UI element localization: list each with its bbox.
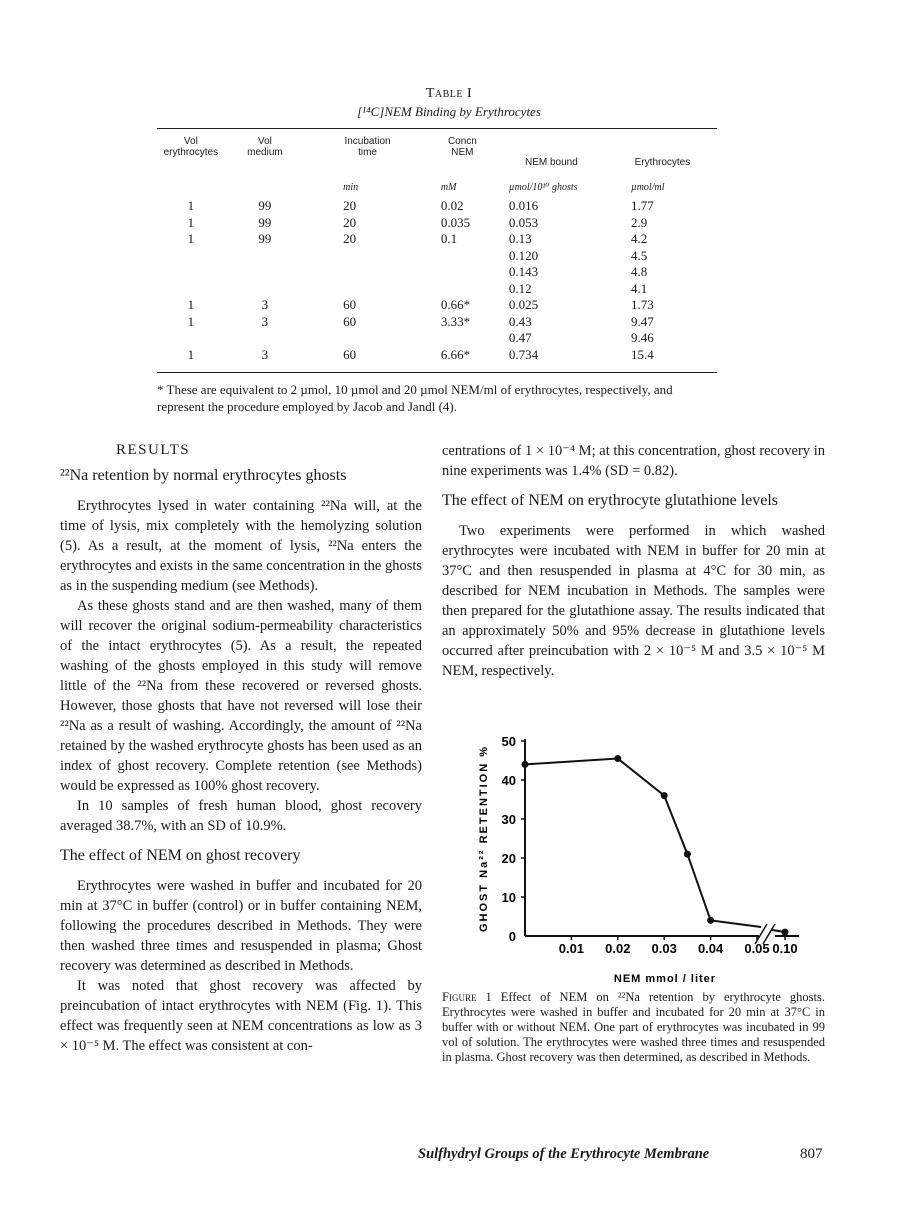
table-header-cell: NEM bound <box>525 157 578 168</box>
table-cell: 0.053 <box>508 214 539 230</box>
table-cell: 0.66* <box>440 297 471 313</box>
paragraph: Erythrocytes lysed in water containing ²²Na will, at the time of lysis, mix completely with the hemolyzing solution (5). As a result, at the moment of lysis, ²²Na enters the erythrocytes and exists in the same concentration in the ghosts as in the suspending medium (see Methods). <box>60 498 423 594</box>
x-tick-label: 0.10 <box>772 941 798 956</box>
data-point <box>522 761 529 768</box>
table-cell: 0.016 <box>508 198 539 214</box>
y-tick-label: 10 <box>501 890 516 905</box>
table-cell: 1 <box>187 346 195 362</box>
table-cell <box>305 264 430 281</box>
data-point <box>707 917 714 924</box>
table-cell: 20 <box>343 198 357 214</box>
right-column <box>442 441 825 681</box>
table-cell: 20 <box>343 214 357 230</box>
table-cell: 15.4 <box>630 346 654 362</box>
table-cell: 3.33* <box>440 313 471 329</box>
table-cell: 0.47 <box>508 330 532 346</box>
table-row <box>157 314 717 331</box>
table-cell: 0.43 <box>508 313 532 329</box>
x-tick-label: 0.02 <box>605 941 631 956</box>
table-row <box>157 330 717 347</box>
table-cell <box>225 281 305 298</box>
x-tick-label: 0.01 <box>558 941 585 956</box>
y-tick-label: 50 <box>501 734 516 749</box>
table-cell <box>430 264 495 281</box>
paragraph: centrations of 1 × 10⁻⁴ M; at this concentration, ghost recovery in nine experiments was 1.4% (SD = 0.82). <box>442 443 825 479</box>
table-cell: 0.13 <box>508 231 532 247</box>
series-line <box>525 759 711 921</box>
table-row <box>157 231 717 248</box>
table-cell <box>157 264 225 281</box>
table-cell: 9.47 <box>630 313 654 329</box>
table-cell: 0.035 <box>440 214 471 230</box>
x-axis-label: NEM mmol / liter <box>613 973 717 985</box>
table-footnote: * These are equivalent to 2 µmol, 10 µmol and 20 µmol NEM/ml of erythrocytes, respectively, and represent the procedure employed by Jacob and Jandl (4). <box>157 382 673 414</box>
table-units-row: min mM µmol/10¹⁰ ghosts µmol/ml <box>343 182 665 193</box>
table-row <box>157 248 717 265</box>
table-cell: 4.1 <box>630 280 648 296</box>
series-line-to-break <box>711 920 761 927</box>
table-cell: 1 <box>187 231 195 247</box>
table-cell: 1 <box>187 313 195 329</box>
table-cell: 60 <box>343 346 357 362</box>
table-cell: 60 <box>343 313 357 329</box>
table-cell <box>157 281 225 298</box>
table-cell: 1.73 <box>630 297 654 313</box>
data-point <box>614 755 621 762</box>
data-point <box>661 792 668 799</box>
table-cell <box>305 330 430 347</box>
figure-1-chart <box>465 726 865 986</box>
table-cell: 0.12 <box>508 280 532 296</box>
table-cell <box>157 330 225 347</box>
paragraph: Two experiments were performed in which washed erythrocytes were incubated with NEM in buffer for 20 min at 37°C and then resuspended in plasma at 4°C for 30 min, as described for NEM incubation in Methods. The samples were then prepared for the glutathione assay. The results indicated that an approximately 50% and 95% decrease in glutathione levels occurred after preincubation with 2 × 10⁻⁵ M and 3.5 × 10⁻⁵ M NEM, respectively. <box>442 523 825 679</box>
y-tick-label: 40 <box>501 773 516 788</box>
table-cell: 0.143 <box>508 264 539 280</box>
table-cell <box>430 248 495 265</box>
x-tick-label: 0.03 <box>651 941 677 956</box>
table-cell: 99 <box>258 198 272 214</box>
subheading-na-retention: ²²Na retention by normal erythrocytes ghosts <box>60 467 347 484</box>
table-row <box>157 215 717 232</box>
page-number: 807 <box>800 1146 823 1162</box>
table-cell <box>225 264 305 281</box>
table-cell <box>305 281 430 298</box>
table-cell: 2.9 <box>630 214 648 230</box>
table-cell: 1 <box>187 214 195 230</box>
table-cell: 1 <box>187 198 195 214</box>
table-cell: 0.1 <box>440 231 458 247</box>
table-cell: 4.5 <box>630 247 648 263</box>
table-cell: 9.46 <box>630 330 654 346</box>
y-tick-label: 30 <box>501 812 516 827</box>
x-tick-label: 0.04 <box>697 941 724 956</box>
paragraph: In 10 samples of fresh human blood, ghost recovery averaged 38.7%, with an SD of 10.9%. <box>60 798 422 834</box>
y-tick-label: 20 <box>501 851 516 866</box>
table-bottom-rule <box>157 372 717 373</box>
table-cell <box>157 248 225 265</box>
table-row <box>157 264 717 281</box>
paragraph: Erythrocytes were washed in buffer and incubated for 20 min at 37°C in buffer (control) or in buffer containing NEM, following the procedures described in Methods. They were then washed three times and resuspended in plasma; Ghost recovery was determined as described in Methods. <box>60 878 422 974</box>
table-cell: 3 <box>261 297 269 313</box>
table-cell: 60 <box>343 297 357 313</box>
table-cell <box>305 248 430 265</box>
nem-binding-table <box>157 136 717 363</box>
table-cell: 4.8 <box>630 264 648 280</box>
table-cell: 99 <box>258 214 272 230</box>
paragraph: As these ghosts stand and are then washed, many of them will recover the original sodium-permeability characteristics of the intact erythrocytes (5). As a result, the repeated washing of the ghosts employed in this study will remove little of the ²²Na from these recovered or reversed ghosts. However, those ghosts that have not reversed will lose their ²²Na as a result of washing. Accordingly, the amount of ²²Na retained by the washed erythrocyte ghosts has been used as an index of ghost recovery. Complete retention (see Methods) would be expressed as 100% ghost recovery. <box>60 598 422 794</box>
table-cell: 1.77 <box>630 198 654 214</box>
table-cell <box>430 330 495 347</box>
table-cell: 0.120 <box>508 247 539 263</box>
x-tick-label: 0.05 <box>744 941 770 956</box>
y-axis-label: GHOST Na²² RETENTION % <box>478 744 490 933</box>
data-point <box>782 929 789 936</box>
running-head: Sulfhydryl Groups of the Erythrocyte Membrane <box>418 1146 710 1162</box>
table-top-rule <box>157 128 717 129</box>
paragraph: It was noted that ghost recovery was affected by preincubation of intact erythrocytes with NEM (Fig. 1). This effect was frequently seen at NEM concentrations as low as 3 × 10⁻⁵ M. The effect was consistent at con- <box>60 978 422 1054</box>
table-row <box>157 347 717 364</box>
table-cell <box>225 248 305 265</box>
table-cell: 1 <box>187 297 195 313</box>
y-tick-label: 0 <box>508 929 516 944</box>
data-point <box>684 851 691 858</box>
table-header-cell: Vol medium <box>247 136 283 158</box>
table-cell: 20 <box>343 231 357 247</box>
table-cell: 3 <box>261 313 269 329</box>
table-header-cell: Incubation time <box>344 136 391 158</box>
section-heading-results: RESULTS <box>116 442 191 458</box>
table-row <box>157 297 717 314</box>
figure-caption <box>442 990 825 1065</box>
table-cell <box>225 330 305 347</box>
table-title: Table I <box>425 86 473 101</box>
subheading-nem-glutathione: The effect of NEM on erythrocyte glutathione levels <box>442 492 779 509</box>
table-cell: 99 <box>258 231 272 247</box>
table-cell: 0.02 <box>440 198 464 214</box>
table-cell: 0.025 <box>508 297 539 313</box>
table-cell: 4.2 <box>630 231 648 247</box>
table-subtitle: [¹⁴C]NEM Binding by Erythrocytes <box>357 104 541 119</box>
table-cell: 6.66* <box>440 346 471 362</box>
figure-caption-text: Effect of NEM on ²²Na retention by erythrocyte ghosts. Erythrocytes were washed in buffer and incubated for 20 min at 37°C in buffer with or without NEM. One part of erythrocytes was incubated in 99 vol of solution. The erythrocytes were washed three times and resuspended in plasma. Ghost recovery was then determined, as described in Methods. <box>442 990 825 1064</box>
table-header-cell: Erythrocytes <box>634 157 691 168</box>
left-column <box>60 440 422 1056</box>
table-cell: 0.734 <box>508 346 539 362</box>
table-header-cell: Concn NEM <box>447 136 477 158</box>
table-row <box>157 281 717 298</box>
table-row <box>157 198 717 215</box>
table-header-row <box>157 136 717 174</box>
figure-caption-label: Figure 1 <box>442 990 492 1004</box>
table-cell <box>430 281 495 298</box>
table-header-cell: Vol erythrocytes <box>163 136 219 158</box>
table-cell: 3 <box>261 346 269 362</box>
subheading-nem-ghost-recovery: The effect of NEM on ghost recovery <box>60 847 301 864</box>
